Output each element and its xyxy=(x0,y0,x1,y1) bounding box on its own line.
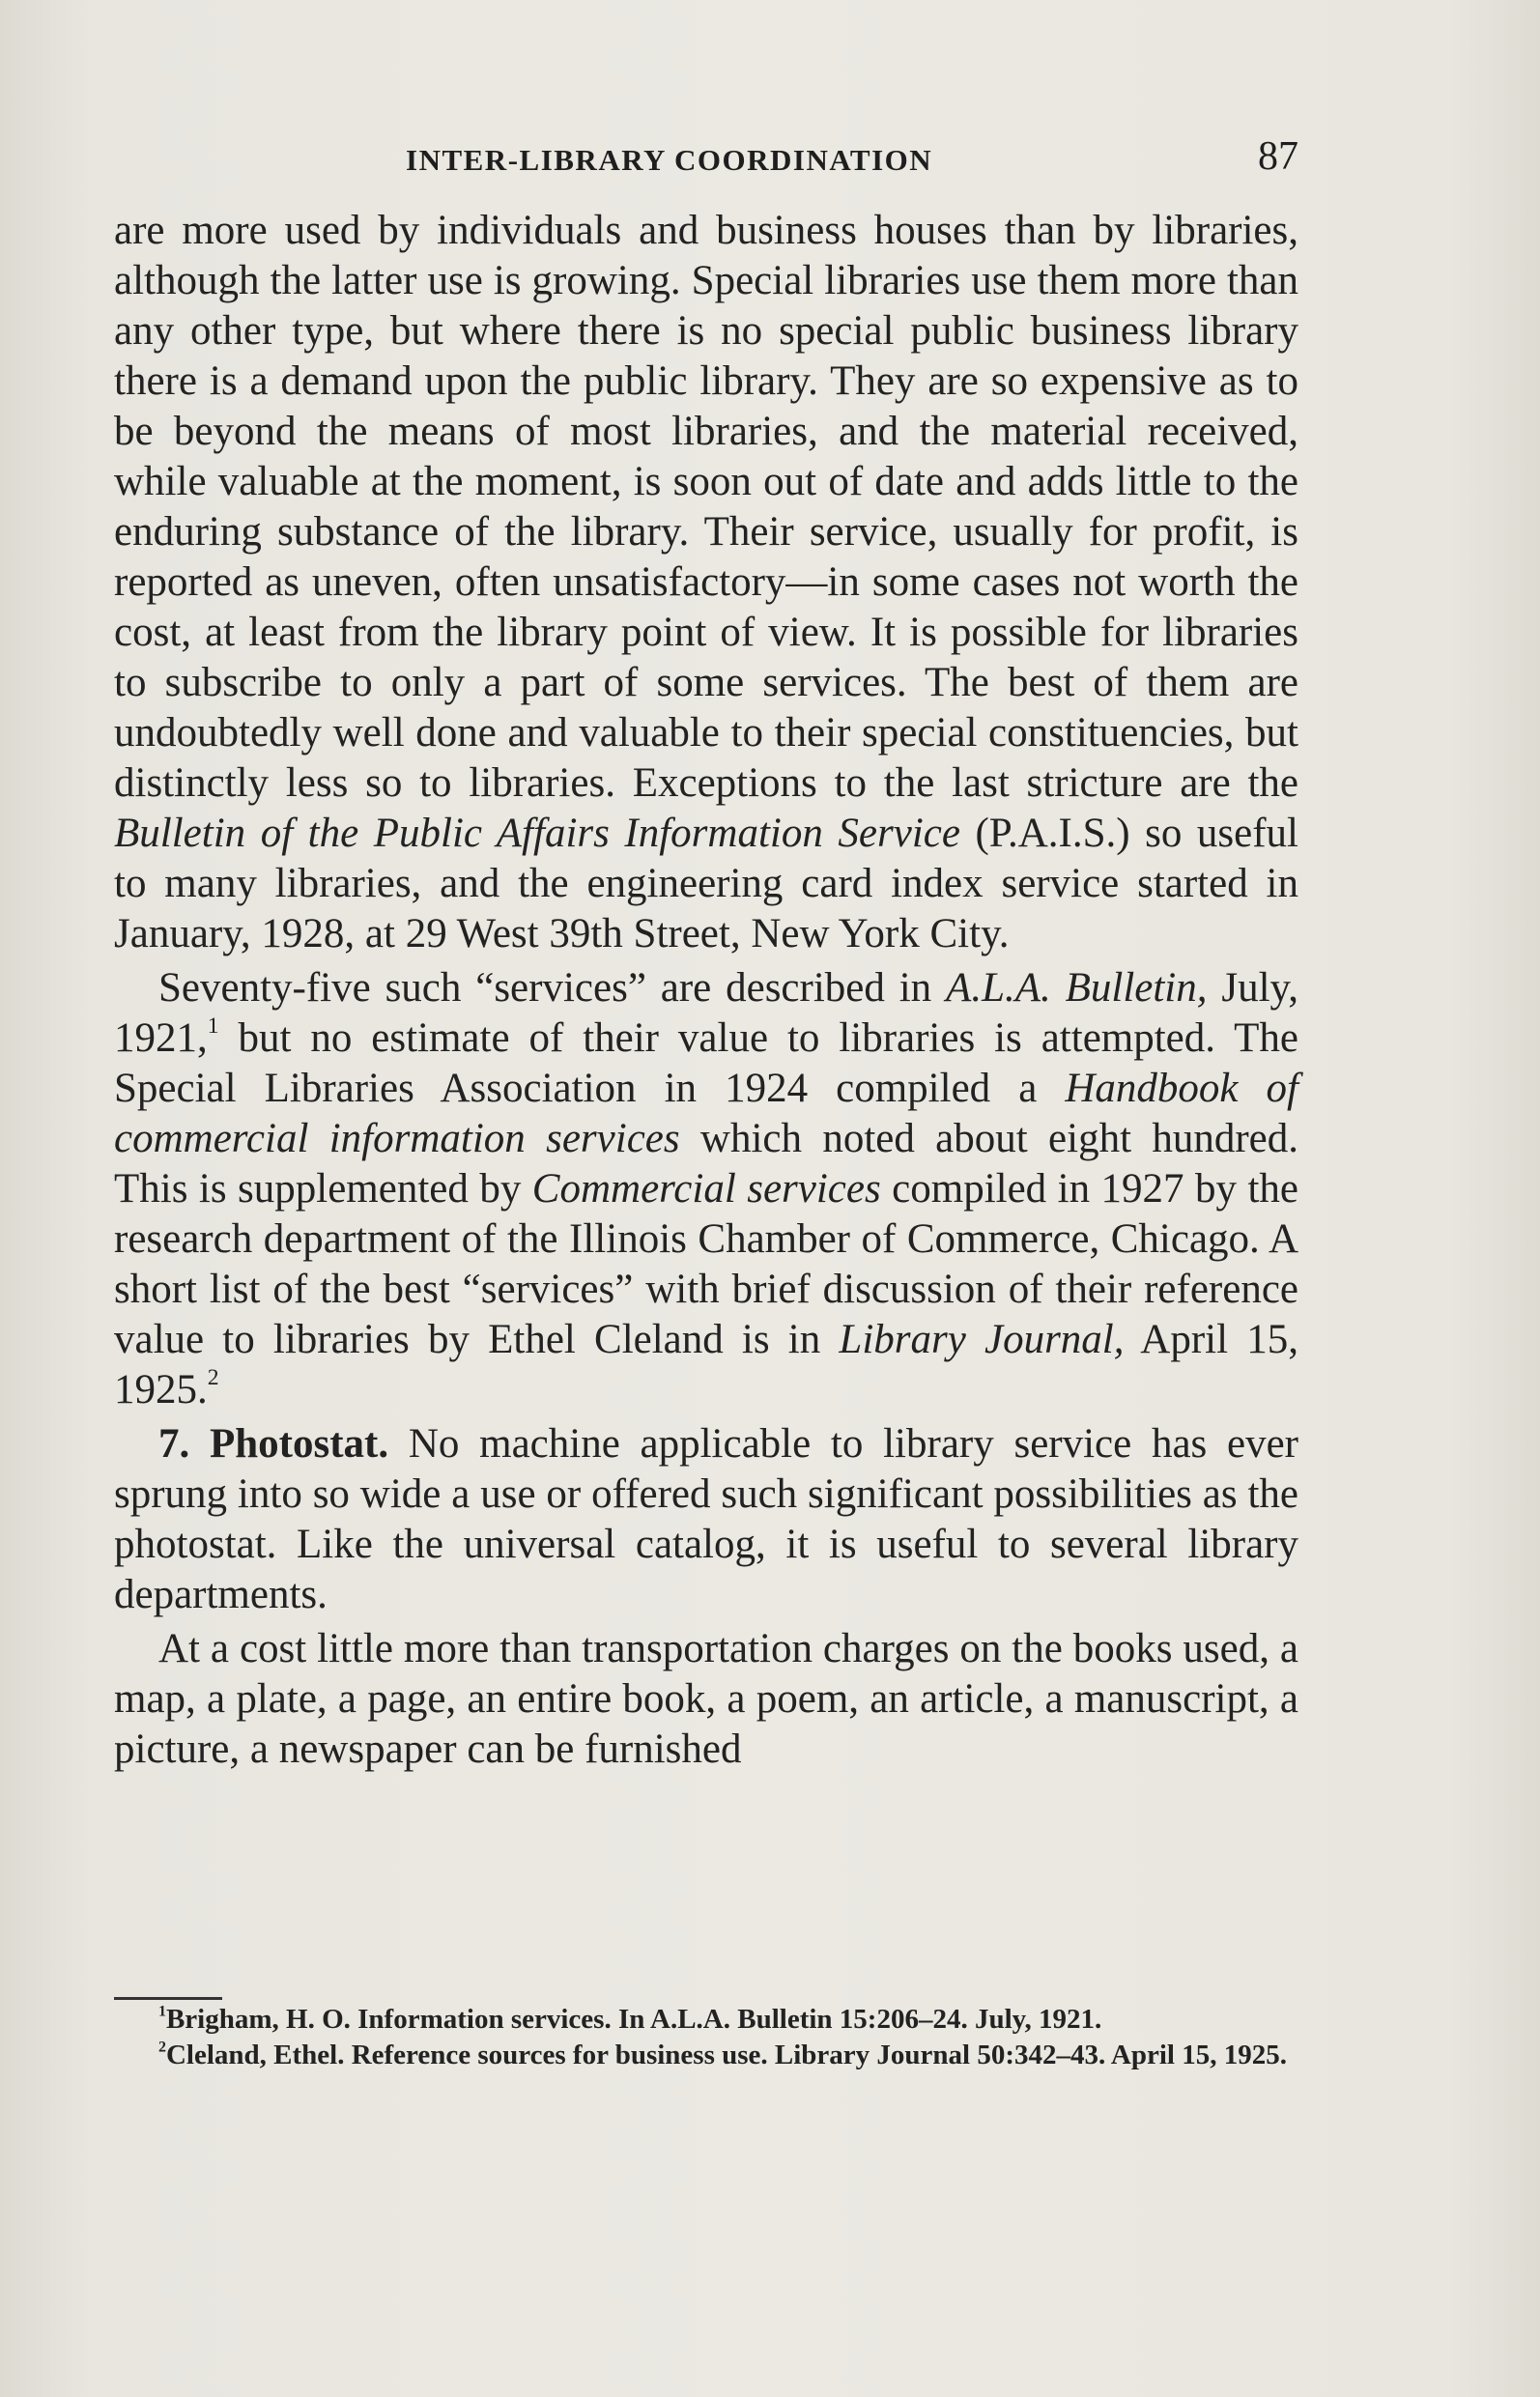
text-run: Seventy-five such “services” are described in xyxy=(158,965,947,1011)
italic-title: A.L.A. Bulletin, xyxy=(946,965,1208,1011)
text-run: At a cost little more than transportation charges on the books used, a map, a plate, a page, an entire book, a poem, an article, a manuscript, a picture, a newspaper can be furnished xyxy=(114,1626,1298,1772)
page-number: 87 xyxy=(1258,134,1298,179)
running-head: INTER-LIBRARY COORDINATION xyxy=(406,143,933,177)
italic-title: Library Journal, xyxy=(839,1317,1125,1362)
body-text xyxy=(114,206,1298,1775)
footnote-rule xyxy=(114,1997,222,2000)
paragraph-seventy-five-services xyxy=(114,963,1298,1415)
italic-title: Handbook of commercial information services xyxy=(114,1066,1298,1161)
text-run: April 15, 1925. xyxy=(114,1317,1298,1413)
footnote-mark: 2 xyxy=(158,2039,166,2056)
text-run: are more used by individuals and business houses than by libraries, although the latter use is growing. Special libraries use them more than any other type, but where there is no special public business library there is a demand upon the public library. They are so expensive as to be beyond the means of most libraries, and the material received, while valuable at the moment, is soon out of date and adds little to the enduring substance of the library. Their service, usually for profit, is reported as uneven, often unsatisfactory—in some cases not worth the cost, at least from the library point of view. It is possible for libraries to subscribe to only a part of some services. The best of them are undoubtedly well done and valuable to their special constituencies, but distinctly less so to libraries. Exceptions to the last stricture are the xyxy=(114,208,1298,806)
text-run: July, 1921, xyxy=(114,965,1298,1061)
italic-title: Commercial services xyxy=(531,1166,881,1212)
footnote-ref: 1 xyxy=(207,1013,219,1040)
footnote xyxy=(114,2041,1298,2069)
text-run: No machine applicable to library service has ever sprung into so wide a use or offered such significant possibilities as the photostat. Like the universal catalog, it is useful to several library departments. xyxy=(114,1421,1298,1617)
footnote xyxy=(114,2003,1298,2035)
footnote-text: Cleland, Ethel. Reference sources for business use. Library Journal 50:342–43. April 15, 1925. xyxy=(165,2040,1287,2070)
text-run: compiled in 1927 by the research department of the Illinois Chamber of Commerce, Chicago. A short list of the best “services” with brief discussion of their reference value to libraries by Ethel Cleland is in xyxy=(114,1166,1298,1362)
footnote-ref: 2 xyxy=(207,1365,219,1391)
text-run: but no estimate of their value to libraries is attempted. The Special Libraries Association in 1924 compiled a xyxy=(114,1015,1298,1111)
section-heading: 7. Photostat. xyxy=(158,1421,389,1467)
paragraph-photostat-cost xyxy=(114,1624,1298,1775)
text-run: (P.A.I.S.) so useful to many libraries, and the engineering card index service started in January, 1928, at 29 West 39th Street, New York City. xyxy=(114,811,1298,956)
text-run: which noted about eight hundred. This is supplemented by xyxy=(114,1116,1298,1212)
footnote-text: Brigham, H. O. Information services. In A.L.A. Bulletin 15:206–24. July, 1921. xyxy=(165,2004,1102,2035)
italic-title: Bulletin of the Public Affairs Information Service xyxy=(114,811,960,856)
paragraph-photostat xyxy=(114,1419,1298,1620)
footnote-mark: 1 xyxy=(158,2003,166,2020)
paragraph-services-continued xyxy=(114,206,1298,959)
page-header xyxy=(114,133,1298,191)
footnotes xyxy=(114,2003,1298,2077)
